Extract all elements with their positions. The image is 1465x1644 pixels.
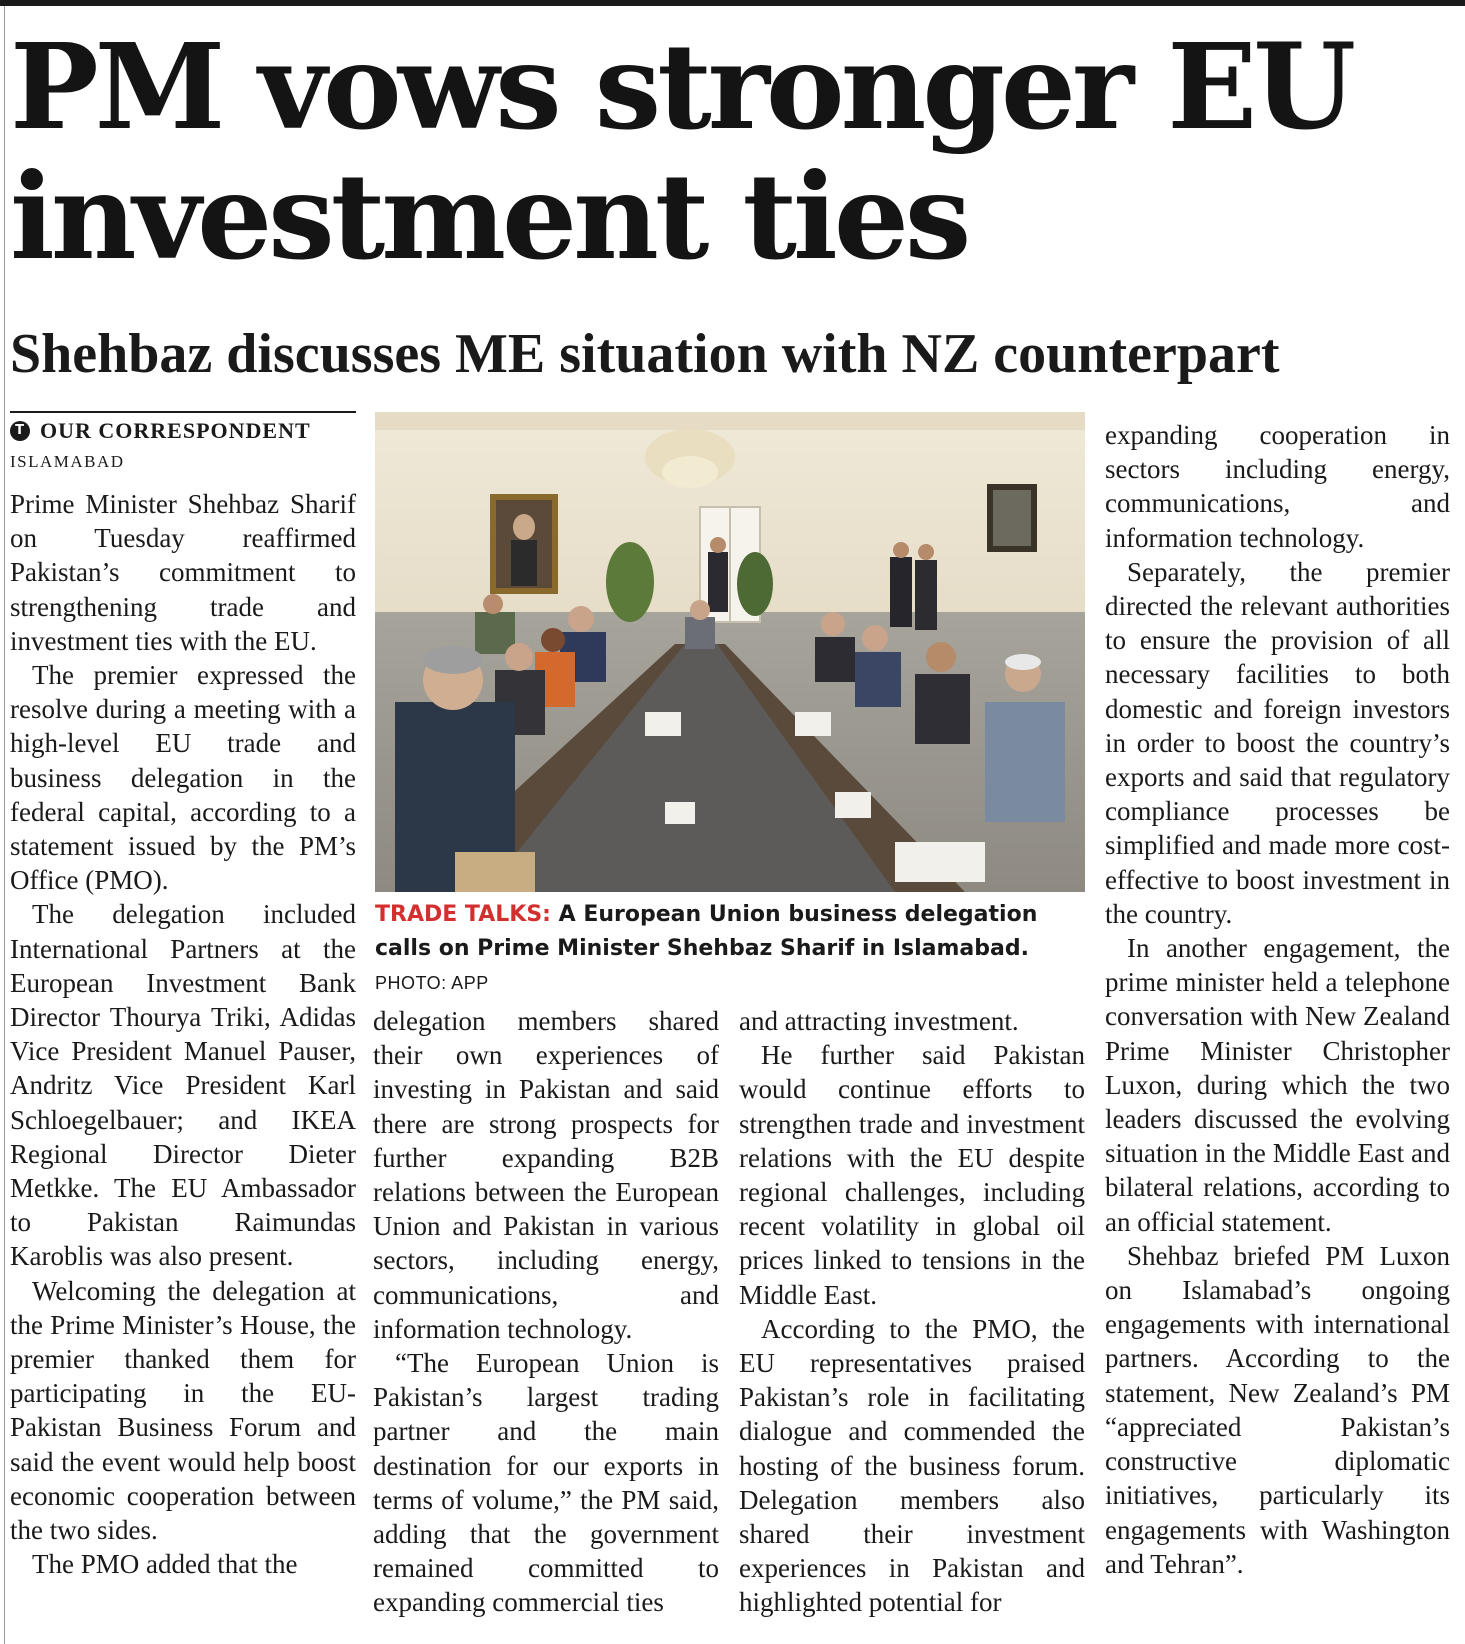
caption-kicker: TRADE TALKS: xyxy=(375,902,551,927)
paragraph: The PMO added that the xyxy=(32,1549,298,1580)
paragraph: Welcoming the delegation at the Prime Minister’s House, the premier thanked them for participating in the EU-Pakistan Business Forum and said the event would help boost economic cooperation between the two sides. xyxy=(10,1275,356,1546)
byline-text: OUR CORRESPONDENT xyxy=(40,418,311,443)
photo-caption xyxy=(375,898,1087,1000)
paragraph: The premier expressed the resolve during a meeting with a high-level EU trade and business delegation in the federal capital, according to a statement issued by the PM’s Office (PMO). xyxy=(10,660,356,896)
article-column-1 xyxy=(10,487,356,1582)
paragraph: The delegation included International Partners at the European Investment Bank Director Thourya Triki, Adidas Vice President Manuel Pauser, Andritz Vice President Karl Schloegelbauer; and IKEA Regional Director Dieter Metkke. The EU Ambassador to Pakistan Raimundas Karoblis was also present. xyxy=(10,899,356,1272)
headline: PM vows stronger EU investment ties xyxy=(10,17,1353,286)
paragraph: “The European Union is Pakistan’s largest trading partner and the main destination for our exports in terms of volume,” the PM said, adding that the government remained committed to expanding commercial ties xyxy=(373,1348,719,1618)
paragraph: expanding cooperation in sectors including energy, communications, and information technology. xyxy=(1105,420,1450,553)
paragraph: delegation members shared their own experiences of investing in Pakistan and said there are strong prospects for further expanding B2B relations between the European Union and Pakistan in various sectors, including energy, communications, and information technology. xyxy=(373,1006,719,1344)
byline-rule xyxy=(10,411,356,413)
paragraph: Shehbaz briefed PM Luxon on Islamabad’s ongoing engagements with international partners. According to the statement, New Zealand’s PM “appreciated Pakistan’s constructive diplomatic initiatives, particularly its engagements with Washington and Tehran”. xyxy=(1105,1240,1450,1579)
photo-credit: PHOTO: APP xyxy=(375,973,489,993)
subheadline: Shehbaz discusses ME situation with NZ counterpart xyxy=(10,323,1280,385)
byline xyxy=(10,416,356,446)
paragraph: According to the PMO, the EU representatives praised Pakistan’s role in facilitating dialogue and commended the hosting of the business forum. Delegation members also shared their investment experiences in Pakistan and highlighted potential for xyxy=(739,1313,1085,1618)
news-photo xyxy=(375,412,1085,892)
paragraph: He further said Pakistan would continue efforts to strengthen trade and investment relations with the EU despite regional challenges, including recent volatility in global oil prices linked to tensions in the Middle East. xyxy=(739,1040,1085,1310)
article-column-3 xyxy=(739,1004,1085,1620)
paragraph: Prime Minister Shehbaz Sharif on Tuesday reaffirmed Pakistan’s commitment to strengthening trade and investment ties with the EU. xyxy=(10,489,356,656)
article-column-4 xyxy=(1105,418,1450,1581)
paragraph: and attracting investment. xyxy=(739,1006,1019,1036)
paragraph: Separately, the premier directed the relevant authorities to ensure the provision of all necessary facilities to both domestic and foreign investors in order to boost the country’s exports and said that regulatory compliance processes be simplified and made more cost-effective to boost investment in the country. xyxy=(1105,556,1450,929)
newspaper-logo-icon: T xyxy=(10,421,30,441)
paragraph: In another engagement, the prime minister held a telephone conversation with New Zealand Prime Minister Christopher Luxon, during which the two leaders discussed the evolving situation in the Middle East and bilateral relations, according to an official statement. xyxy=(1105,933,1450,1237)
left-margin-rule xyxy=(4,6,5,1644)
dateline: ISLAMABAD xyxy=(10,452,125,471)
caption-text: A European Union business delegation calls on Prime Minister Shehbaz Sharif in Islamabad. xyxy=(375,902,1038,961)
article-column-2 xyxy=(373,1004,719,1620)
top-rule xyxy=(0,0,1465,6)
